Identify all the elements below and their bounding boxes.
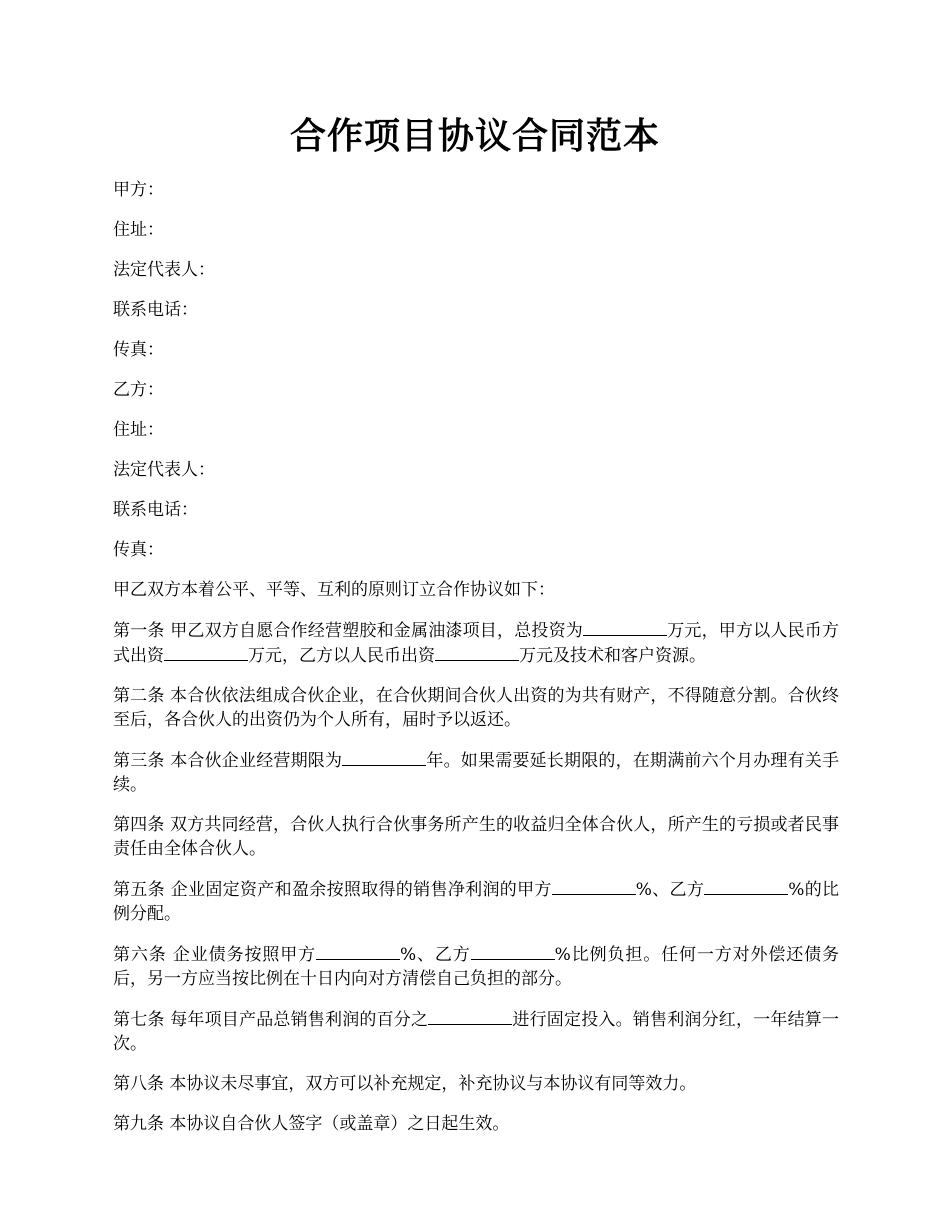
article-1 — [113, 618, 839, 668]
article-2: 第二条 本合伙依法组成合伙企业，在合伙期间合伙人出资的为共有财产，不得随意分割。合伙终至后，各合伙人的出资仍为个人所有，届时予以返还。 — [113, 686, 839, 730]
document-body — [113, 178, 839, 1152]
article-7-text-1: 第七条 每年项目产品总销售利润的百分之 — [113, 1010, 429, 1030]
article-1-text-4: 万元及技术和客户资源。 — [519, 646, 706, 666]
party-a-address-label: 住址： — [113, 220, 164, 240]
article-7-text-2: 进行固定投入。销售利润分红，一年结算一次。 — [113, 1010, 839, 1054]
article-6-text-3: %比例负担。任何一方对外偿还债务后，另一方应当按比例在十日内向对方清偿自己负担的部分。 — [113, 945, 840, 989]
party-b-fax-label: 传真： — [113, 540, 164, 560]
party-a-debt-share-blank[interactable] — [316, 942, 400, 960]
party-b-debt-share-blank[interactable] — [471, 942, 555, 960]
article-7 — [113, 1007, 839, 1056]
article-5-text-2: %、乙方 — [635, 880, 705, 900]
operating-term-blank[interactable] — [342, 748, 426, 766]
party-a-label: 甲方： — [113, 180, 164, 200]
party-b-address-label: 住址： — [113, 420, 164, 440]
party-b-legal-rep-label: 法定代表人： — [113, 460, 215, 480]
article-3 — [113, 748, 839, 797]
document-title: 合作项目协议合同范本 — [289, 115, 660, 157]
total-investment-blank[interactable] — [583, 618, 667, 636]
article-6 — [113, 942, 839, 991]
party-b-label: 乙方： — [113, 380, 164, 400]
party-a-investment-blank[interactable] — [164, 643, 248, 661]
fixed-investment-percent-blank[interactable] — [428, 1007, 512, 1025]
article-1-text-1: 第一条 甲乙双方自愿合作经营塑胶和金属油漆项目，总投资为 — [113, 621, 583, 641]
article-4: 第四条 双方共同经营，合伙人执行合伙事务所产生的收益归全体合伙人，所产生的亏损或者民事责任由全体合伙人。 — [113, 815, 839, 859]
article-9: 第九条 本协议自合伙人签字（或盖章）之日起生效。 — [113, 1114, 510, 1134]
party-b-profit-share-blank[interactable] — [704, 877, 788, 895]
article-5-text-1: 第五条 企业固定资产和盈余按照取得的销售净利润的甲方 — [113, 880, 552, 900]
party-b-investment-blank[interactable] — [435, 643, 519, 661]
party-a-legal-rep-label: 法定代表人： — [113, 260, 215, 280]
article-1-text-3: 万元，乙方以人民币出资 — [248, 646, 435, 666]
article-6-text-2: %、乙方 — [399, 945, 471, 965]
party-a-profit-share-blank[interactable] — [552, 877, 636, 895]
agreement-intro: 甲乙双方本着公平、平等、互利的原则订立合作协议如下： — [113, 580, 555, 600]
article-5 — [113, 877, 839, 926]
party-b-phone-label: 联系电话： — [113, 500, 198, 520]
article-8: 第八条 本协议未尽事宜，双方可以补充规定，补充协议与本协议有同等效力。 — [113, 1074, 697, 1094]
article-3-text-2: 年。如果需要延长期限的，在期满前六个月办理有关手续。 — [113, 751, 839, 795]
article-1-text-2: 万元，甲方以人民币方式出资 — [113, 621, 839, 666]
party-a-phone-label: 联系电话： — [113, 300, 198, 320]
article-5-text-3: %的比例分配。 — [113, 880, 840, 924]
party-a-fax-label: 传真： — [113, 340, 164, 360]
article-6-text-1: 第六条 企业债务按照甲方 — [113, 945, 316, 965]
article-3-text-1: 第三条 本合伙企业经营期限为 — [113, 751, 343, 771]
